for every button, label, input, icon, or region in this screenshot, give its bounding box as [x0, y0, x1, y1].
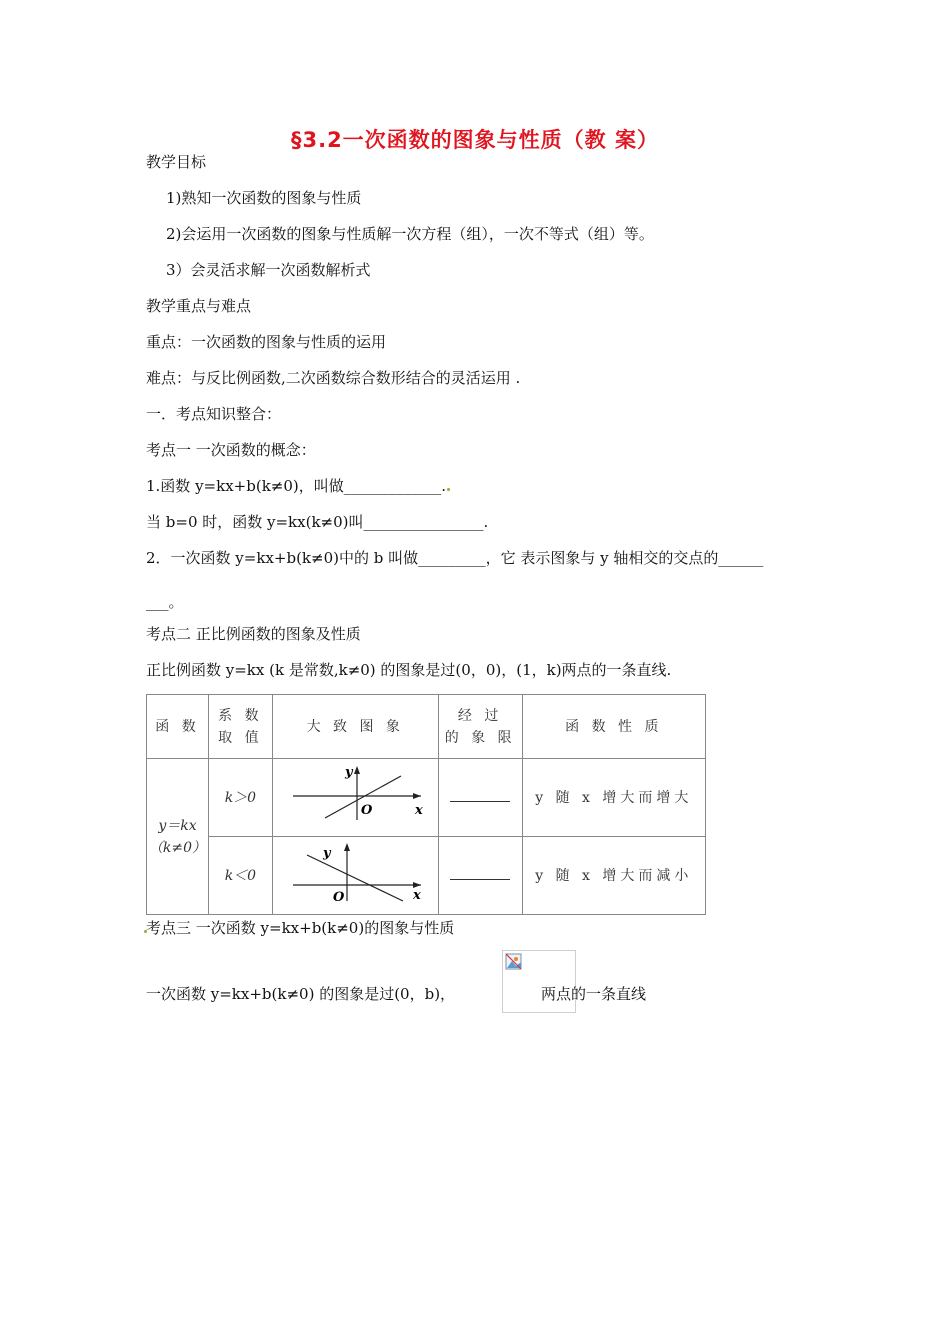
kp3-description: 一次函数 y=kx+b(k≠0) 的图象是过(0，b)，	[146, 985, 456, 1003]
graph-negative-cell	[272, 837, 438, 915]
function-cell	[147, 759, 209, 915]
x-axis-arrow	[413, 793, 421, 799]
broken-image-icon	[505, 953, 523, 971]
property-positive: y 随 x 增大而增大	[522, 759, 705, 837]
goal-item: 3）会灵活求解一次函数解析式	[166, 261, 371, 279]
header-function: 函 数	[147, 695, 209, 759]
graph-positive-slope	[285, 764, 425, 824]
header-graph: 大 致 图 象	[272, 695, 438, 759]
difficult-point: 难点：与反比例函数,二次函数综合数形结合的灵活运用 .	[146, 369, 521, 387]
goals-heading: 教学目标	[146, 153, 207, 171]
quadrant-blank	[438, 759, 522, 837]
quadrant-blank	[438, 837, 522, 915]
y-axis-arrow	[354, 766, 360, 774]
kp3-description-end: 两点的一条直线	[541, 985, 647, 1003]
x-axis-label: x	[413, 888, 422, 903]
kp2-title: 考点二 正比例函数的图象及性质	[146, 625, 361, 643]
proportional-function-table	[146, 694, 706, 915]
coefficient-positive: k＞0	[208, 759, 272, 837]
y-axis-arrow	[344, 843, 350, 851]
table-row	[147, 759, 706, 837]
table-header-row	[147, 695, 706, 759]
y-axis-label: y	[323, 846, 331, 861]
question-1b: 当 b=0 时，函数 y=kx(k≠0)叫________________.	[146, 513, 489, 531]
function-label: y＝kx	[158, 817, 197, 834]
kp1-title: 考点一 一次函数的概念：	[146, 441, 316, 459]
question-1: 1.函数 y=kx+b(k≠0)，叫做_____________.	[146, 477, 447, 495]
kp3-title: 考点三 一次函数 y=kx+b(k≠0)的图象与性质	[146, 919, 455, 937]
function-condition: （k≠0）	[148, 839, 207, 856]
table-row	[147, 837, 706, 915]
stray-dot	[447, 488, 450, 491]
header-property: 函 数 性 质	[522, 695, 705, 759]
graph-positive-cell	[272, 759, 438, 837]
origin-label: O	[361, 803, 373, 818]
goal-item: 1)熟知一次函数的图象与性质	[166, 189, 362, 207]
property-negative: y 随 x 增大而减小	[522, 837, 705, 915]
coefficient-negative: k＜0	[208, 837, 272, 915]
question-2-continued: ___。	[146, 593, 184, 611]
section-heading: 一．考点知识整合：	[146, 405, 282, 423]
graph-negative-slope	[285, 841, 425, 903]
y-axis-label: y	[345, 765, 353, 780]
header-quadrant: 经 过 的 象 限	[438, 695, 522, 759]
header-coefficient: 系 数 取 值	[208, 695, 272, 759]
goal-item: 2)会运用一次函数的图象与性质解一次方程（组），一次不等式（组）等。	[166, 225, 654, 243]
key-point: 重点：一次函数的图象与性质的运用	[146, 333, 387, 351]
kp2-description: 正比例函数 y=kx (k 是常数,k≠0) 的图象是过(0，0)，(1，k)两点的一条直线.	[146, 661, 672, 679]
negative-slope-line	[307, 855, 403, 901]
page-title: §3.2一次函数的图象与性质（教 案）	[290, 128, 659, 152]
key-heading: 教学重点与难点	[146, 297, 252, 315]
origin-label: O	[333, 890, 345, 903]
x-axis-label: x	[415, 803, 424, 818]
question-2: 2．一次函数 y=kx+b(k≠0)中的 b 叫做_________，它 表示图象与 y 轴相交的交点的______	[146, 549, 764, 567]
